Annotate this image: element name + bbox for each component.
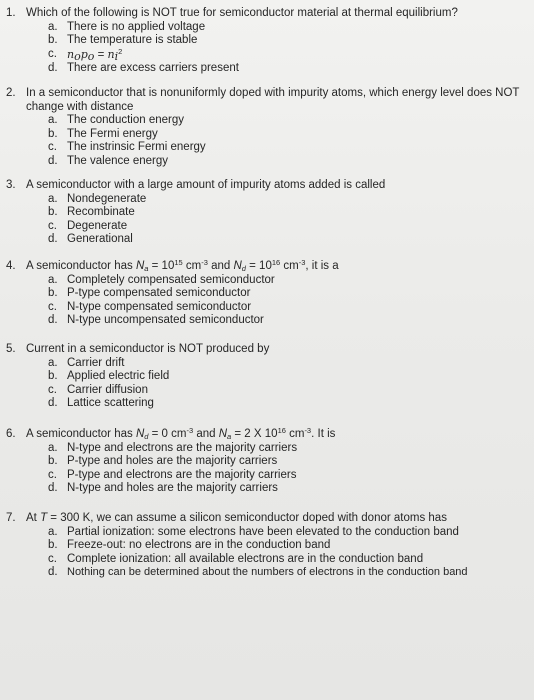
option-c[interactable]: c. Carrier diffusion [48,383,148,396]
question-text-continued: change with distance [26,100,134,113]
question-7 [6,512,530,580]
question-6 [6,428,530,496]
question-number: 3. [6,179,16,191]
option-d[interactable]: d. N-type and holes are the majority carriers [48,482,278,494]
option-c[interactable]: c. The instrinsic Fermi energy [48,141,206,153]
question-number: 2. [6,87,16,99]
question-2 [6,87,530,168]
option-b[interactable]: b. Freeze-out: no electrons are in the conduction band [48,539,331,551]
question-1 [6,7,530,76]
option-a[interactable]: a. N-type and electrons are the majority carriers [48,441,298,454]
option-c[interactable]: c. P-type and electrons are the majority carriers [48,468,297,481]
question-number: 6. [6,428,16,440]
option-d[interactable]: d. Generational [48,233,133,245]
option-b[interactable]: b. Recombinate [48,206,135,218]
question-text: A semiconductor with a large amount of impurity atoms added is called [26,179,386,191]
option-list [6,274,530,328]
option-d[interactable]: d. Nothing can be determined about the numbers of electrons in the conduction band [48,566,468,578]
option-c[interactable]: c. Complete ionization: all available electrons are in the conduction band [48,552,424,565]
question-3 [6,179,530,247]
option-list [6,114,530,168]
option-list [6,21,530,76]
option-b[interactable]: b. Applied electric field [48,370,170,382]
option-d[interactable]: d. Lattice scattering [48,397,154,409]
option-d[interactable]: d. The valence energy [48,154,169,167]
option-list [6,193,530,247]
option-a[interactable]: a. Nondegenerate [48,192,147,205]
question-text: A semiconductor has $N_d = 0$ $cm^{-3}$ and $N_a = 2$ X $10^{16}$ $cm^{-3}$. It is [26,426,336,441]
question-text: At T = 300 K, we can assume a silicon semiconductor doped with donor atoms has [26,512,447,524]
option-list [6,526,530,580]
option-b[interactable]: b. The temperature is stable [48,34,198,46]
option-list [6,357,530,411]
option-a[interactable]: a. Partial ionization: some electrons have been elevated to the conduction band [48,525,459,538]
question-number: 7. [6,512,16,524]
question-text: Which of the following is NOT true for semiconductor material at thermal equilibrium? [26,7,458,19]
mass-action-equation: $n_op_o = n_i^2$ [67,46,123,63]
question-text: Current in a semiconductor is NOT produced by [26,343,270,355]
option-c[interactable]: c. N-type compensated semiconductor [48,300,252,313]
question-5 [6,343,530,411]
option-b[interactable]: b. P-type compensated semiconductor [48,287,251,299]
option-a[interactable]: a. There is no applied voltage [48,20,206,33]
option-a[interactable]: a. Completely compensated semiconductor [48,273,275,286]
option-b[interactable]: b. The Fermi energy [48,127,158,140]
question-text: In a semiconductor that is nonuniformly doped with impurity atoms, which energy level does NOT [26,87,520,99]
option-list [6,442,530,496]
question-text: A semiconductor has $N_a = 10^{15}$ $cm^{-3}$ and $N_d = 10^{16}$ $cm^{-3}$, it is a [26,258,339,273]
question-number: 1. [6,7,16,19]
option-d[interactable]: d. N-type uncompensated semiconductor [48,314,264,326]
question-number: 4. [6,260,16,272]
option-b[interactable]: b. P-type and holes are the majority carriers [48,455,278,467]
option-d[interactable]: d. There are excess carriers present [48,62,239,74]
option-c[interactable]: c. Degenerate [48,219,128,232]
question-4 [6,260,530,328]
option-c[interactable]: c. $n_op_o = n_i^2$ [48,46,123,63]
question-number: 5. [6,343,16,355]
option-a[interactable]: a. The conduction energy [48,114,184,126]
option-a[interactable]: a. Carrier drift [48,356,125,369]
